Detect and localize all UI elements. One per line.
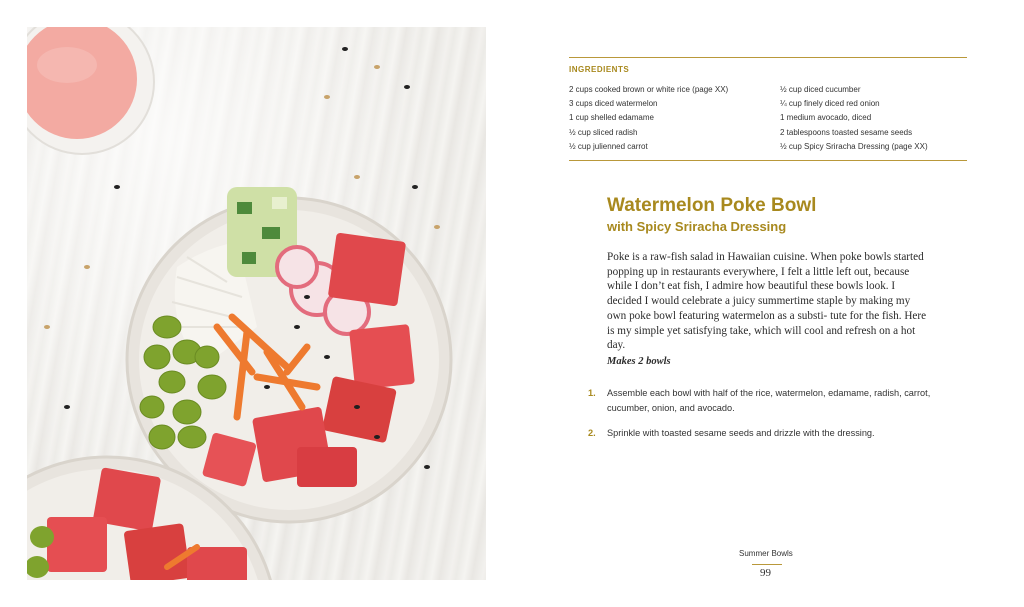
ingredient-item: 1 cup shelled edamame [569, 113, 654, 123]
ingredient-item: ½ cup Spicy Sriracha Dressing (page XX) [780, 141, 928, 151]
step-number: 2. [588, 428, 596, 438]
ingredient-item: ½ cup sliced radish [569, 127, 638, 137]
step-text: Assemble each bowl with half of the rice, watermelon, edamame, radish, carrot, cucumber, onion, and avocado. [607, 388, 931, 413]
recipe-title: Watermelon Poke Bowl [607, 195, 817, 216]
recipe-subtitle: with Spicy Sriracha Dressing [607, 219, 787, 234]
ingredients-list-right [780, 83, 928, 154]
ingredient-item: 3 cups diced watermelon [569, 99, 658, 109]
ingredients-bottom-rule [569, 160, 967, 161]
ingredient-item: ½ cup diced cucumber [780, 85, 861, 94]
recipe-steps [588, 386, 933, 441]
ingredient-item: ½ cup julienned carrot [569, 141, 648, 151]
recipe-step [588, 426, 933, 441]
recipe-photo [27, 27, 486, 580]
footer-rule [752, 564, 782, 565]
recipe-step [588, 386, 933, 415]
step-text: Sprinkle with toasted sesame seeds and drizzle with the dressing. [607, 428, 875, 438]
ingredient-item: ¼ cup finely diced red onion [780, 99, 880, 109]
poke-bowl-illustration [27, 27, 486, 580]
page-number: 99 [760, 567, 771, 579]
ingredient-item: 2 cups cooked brown or white rice (page XX) [569, 85, 729, 94]
recipe-yield: Makes 2 bowls [607, 356, 671, 367]
step-number: 1. [588, 388, 596, 398]
ingredients-list-left [569, 83, 728, 154]
footer-section-name: Summer Bowls [739, 549, 793, 558]
recipe-intro: Poke is a raw-fish salad in Hawaiian cuisine. When poke bowls started popping up in restaurants everywhere, I felt a little left out, because while I don’t eat fish, I admire how beautiful these bowls look. I decided I would celebrate a juicy summertime staple by making my own poke bowl featuring watermelon as a substi- tute for the fish. Here is my simple yet satisfying take, which will cool and refresh on a hot day. [607, 251, 927, 352]
ingredient-item: 2 tablespoons toasted sesame seeds [780, 127, 913, 137]
ingredient-item: 1 medium avocado, diced [780, 113, 872, 123]
dressing-cup [27, 27, 154, 154]
ingredients-heading: INGREDIENTS [569, 65, 630, 74]
ingredients-top-rule [569, 57, 967, 58]
